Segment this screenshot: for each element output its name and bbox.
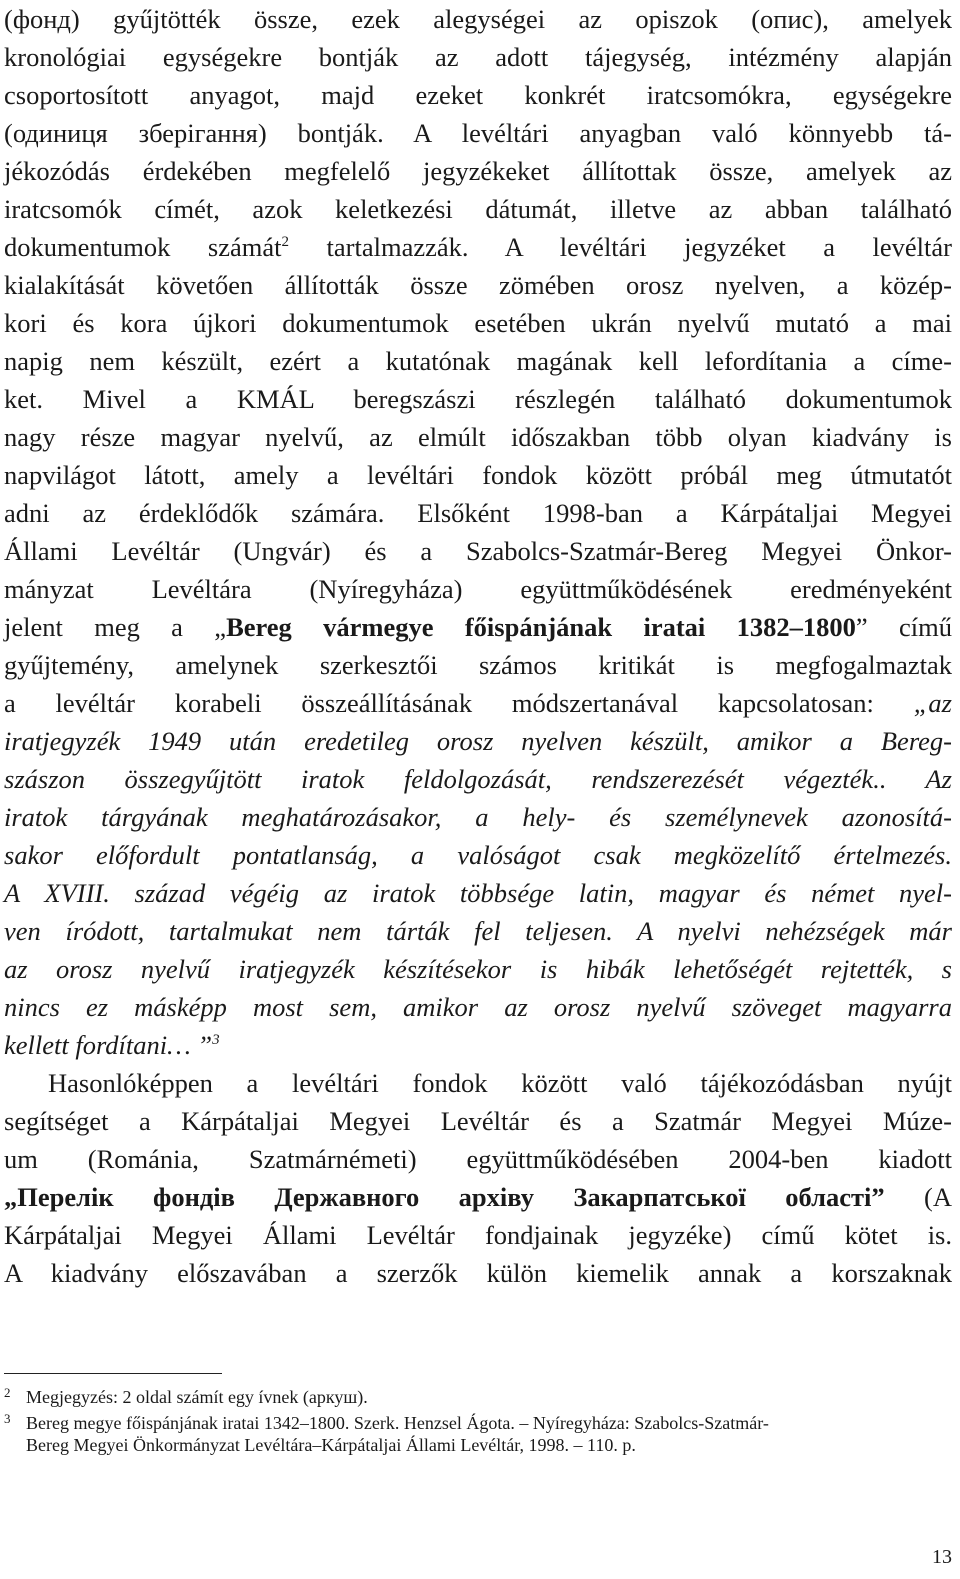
text-line: napig nem készült, ezért a kutatónak magának kell lefordítania a címe-: [4, 346, 952, 376]
text-span: dokumentumok számát: [4, 232, 282, 262]
text-line: um (Románia, Szatmárnémeti) együttműködésében 2004-ben kiadott: [4, 1144, 952, 1174]
text-line: Kárpátaljai Megyei Állami Levéltár fondjainak jegyzéke) című kötet is.: [4, 1220, 952, 1250]
text-line: Hasonlóképpen a levéltári fondok között való tájékozódásban nyújt: [48, 1068, 952, 1098]
footnote-3-continued: Bereg Megyei Önkormányzat Levéltára–Kárpátaljai Állami Levéltár, 1998. – 110. p.: [26, 1435, 636, 1455]
text-span: ” című: [855, 612, 953, 642]
text-line: adni az érdeklődők számára. Elsőként 1998-ban a Kárpátaljai Megyei: [4, 498, 952, 528]
text-line: [4, 228, 952, 266]
text-line: mányzat Levéltára (Nyíregyháza) együttműködésének eredményeként: [4, 574, 952, 604]
text-line: [4, 1178, 952, 1216]
footnote-number: 2: [4, 1385, 11, 1400]
text-span: kellett fordítani… ”: [4, 1030, 213, 1060]
footnote-2: [4, 1381, 952, 1409]
text-line: [4, 684, 952, 722]
bold-title: „Перелік фондів Державного архіву Закарпатської області”: [4, 1182, 885, 1212]
page-number: 13: [932, 1546, 952, 1568]
text-line: kronológiai egységekre bontják az adott tájegység, intézmény alapján: [4, 42, 952, 72]
footnote-ref-2: 2: [281, 234, 289, 250]
italic-quote: „az: [913, 688, 952, 718]
quote-line: sakor előfordult pontatlanság, a valóságot csak megközelítő értelmezés.: [4, 840, 952, 870]
text-line: A kiadvány előszavában a szerzők külön kiemelik annak a korszaknak: [4, 1258, 952, 1288]
text-line: csoportosított anyagot, majd ezeket konkrét iratcsomókra, egységekre: [4, 80, 952, 110]
text-line: jékozódás érdekében megfelelő jegyzékeket állítottak össze, amelyek az: [4, 156, 952, 186]
text-line: [4, 608, 952, 646]
text-line: segítséget a Kárpátaljai Megyei Levéltár és a Szatmár Megyei Múze-: [4, 1106, 952, 1136]
text-line: iratcsomók címét, azok keletkezési dátumát, illetve az abban található: [4, 194, 952, 224]
text-span: tartalmazzák. A levéltári jegyzéket a levéltár: [288, 232, 952, 262]
quote-line: iratjegyzék 1949 után eredetileg orosz nyelven készült, amikor a Bereg-: [4, 726, 952, 756]
footnote-ref-3: 3: [212, 1032, 220, 1048]
text-line: kialakítását követően állították össze zömében orosz nyelven, a közép-: [4, 270, 952, 300]
quote-line: ven íródott, tartalmukat nem tárták fel teljesen. A nyelvi nehézségek már: [4, 916, 952, 946]
bold-title: Bereg vármegye főispánjának iratai 1382–1800: [226, 612, 856, 642]
quote-line: iratok tárgyának meghatározásakor, a hely- és személynevek azonosítá-: [4, 802, 952, 832]
text-line: gyűjtemény, amelynek szerkesztői számos kritikát is megfogalmaztak: [4, 650, 952, 680]
footnote-text: Megjegyzés: 2 oldal számít egy ívnek (аркуш).: [26, 1387, 368, 1407]
quote-line: A XVIII. század végéig az iratok többsége latin, magyar és német nyel-: [4, 878, 952, 908]
quote-line: [4, 1026, 952, 1064]
text-line: ket. Mivel a KMÁL beregszászi részlegén található dokumentumok: [4, 384, 952, 414]
text-line: (одиниця зберігання) bontják. A levéltári anyagban való könnyebb tá-: [4, 118, 952, 148]
quote-line: az orosz nyelvű iratjegyzék készítésekor is hibák lehetőségét rejtették, s: [4, 954, 952, 984]
footnote-divider: [4, 1373, 222, 1374]
text-line: kori és kora újkori dokumentumok esetében ukrán nyelvű mutató a mai: [4, 308, 952, 338]
text-line: nagy része magyar nyelvű, az elmúlt időszakban több olyan kiadvány is: [4, 422, 952, 452]
footnote-text: Bereg megye főispánjának iratai 1342–1800. Szerk. Henzsel Ágota. – Nyíregyháza: Szabolcs-Szatmár-: [26, 1413, 769, 1433]
text-span: (A: [884, 1182, 952, 1212]
quote-line: nincs ez másképp most sem, amikor az orosz nyelvű szöveget magyarra: [4, 992, 952, 1022]
text-line: napvilágot látott, amely a levéltári fondok között próbál meg útmutatót: [4, 460, 952, 490]
text-span: a levéltár korabeli összeállításának módszertanával kapcsolatosan:: [4, 688, 914, 718]
text-span: jelent meg a „: [4, 612, 227, 642]
footnote-number: 3: [4, 1411, 11, 1426]
text-line: (фонд) gyűjtötték össze, ezek alegységei az opiszok (опис), amelyek: [4, 4, 952, 34]
text-line: Állami Levéltár (Ungvár) és a Szabolcs-Szatmár-Bereg Megyei Önkor-: [4, 536, 952, 566]
quote-line: szászon összegyűjtött iratok feldolgozását, rendszerezését végezték.. Az: [4, 764, 952, 794]
footnote-3: [4, 1407, 952, 1435]
